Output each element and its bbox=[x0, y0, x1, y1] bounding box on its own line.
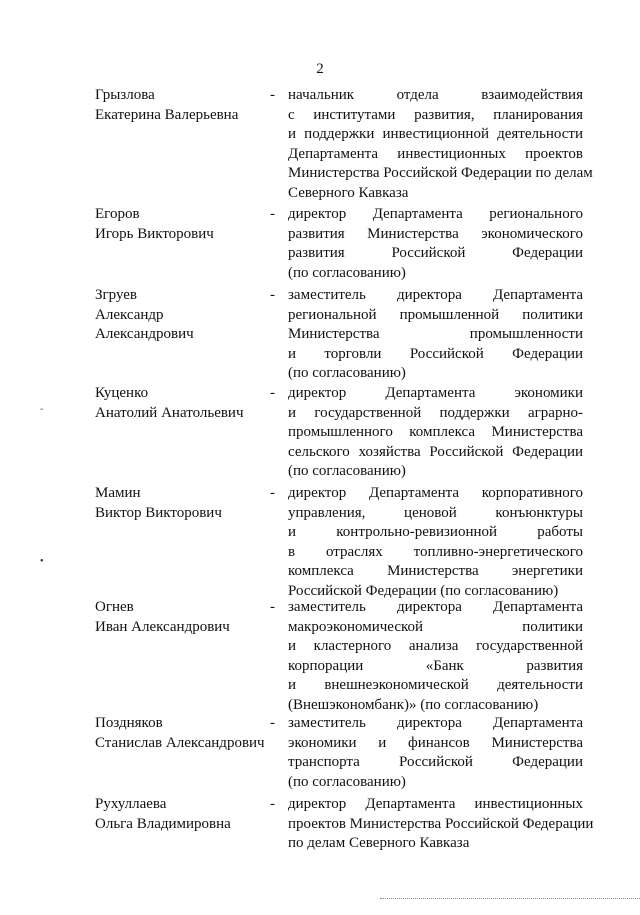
scan-speck: • bbox=[40, 556, 44, 567]
dash-separator: - bbox=[270, 206, 275, 222]
position-line: промышленного комплекса Министерства bbox=[288, 424, 583, 440]
member-name bbox=[95, 598, 270, 637]
dash-separator: - bbox=[270, 287, 275, 303]
position-line: и внешнеэкономической деятельности bbox=[288, 677, 583, 693]
member-given-name: Александр bbox=[95, 306, 164, 323]
position-line: развития Министерства экономического bbox=[288, 225, 583, 242]
position-line: Северного Кавказа bbox=[288, 184, 409, 201]
member-position bbox=[288, 714, 583, 792]
position-line: (по согласованию) bbox=[288, 773, 406, 790]
member-position bbox=[288, 384, 583, 482]
member-surname: Згруев bbox=[95, 287, 138, 303]
member-position bbox=[288, 286, 583, 384]
position-line: заместитель директора Департамента bbox=[288, 287, 583, 303]
member-entry-ognev bbox=[0, 598, 640, 718]
member-entry-gryzlova bbox=[0, 86, 640, 206]
position-line: и контрольно-ревизионной работы bbox=[288, 524, 583, 540]
position-line: Департамента инвестиционных проектов bbox=[288, 145, 583, 162]
member-given-name: Станислав Александрович bbox=[95, 734, 265, 751]
position-line: корпорации «Банк развития bbox=[288, 657, 583, 674]
member-position bbox=[288, 598, 583, 715]
position-line: по делам Северного Кавказа bbox=[288, 835, 470, 851]
position-line: директор Департамента экономики bbox=[288, 385, 583, 401]
page-number: 2 bbox=[316, 61, 324, 77]
dash-separator: - bbox=[270, 715, 275, 731]
scan-edge-line bbox=[380, 898, 640, 900]
position-line: Российской Федерации (по согласованию) bbox=[288, 582, 559, 599]
member-name bbox=[95, 384, 270, 423]
member-surname: Мамин bbox=[95, 485, 141, 501]
position-line: с институтами развития, планирования bbox=[288, 106, 583, 123]
position-line: (по согласованию) bbox=[288, 264, 406, 281]
position-line: директор Департамента инвестиционных bbox=[288, 796, 583, 812]
scan-speck: ˆ bbox=[40, 408, 44, 419]
position-line: в отраслях топливно-энергетического bbox=[288, 543, 583, 560]
member-position bbox=[288, 484, 583, 601]
position-line: управления, ценовой конъюнктуры bbox=[288, 504, 583, 521]
position-line: заместитель директора Департамента bbox=[288, 599, 583, 615]
position-line: и поддержки инвестиционной деятельности bbox=[288, 126, 583, 142]
member-position bbox=[288, 86, 593, 203]
dash-separator: - bbox=[270, 87, 275, 103]
member-given-name: Ольга Владимировна bbox=[95, 815, 231, 832]
dash-separator: - bbox=[270, 485, 275, 501]
member-surname: Поздняков bbox=[95, 715, 163, 731]
member-name bbox=[95, 714, 270, 753]
member-position bbox=[288, 205, 583, 283]
position-line: экономики и финансов Министерства bbox=[288, 734, 583, 751]
member-surname: Огнев bbox=[95, 599, 134, 615]
member-name bbox=[95, 86, 270, 125]
member-name bbox=[95, 286, 270, 345]
position-line: региональной промышленной политики bbox=[288, 306, 583, 323]
position-line: сельского хозяйства Российской Федерации bbox=[288, 443, 583, 460]
position-line: макроэкономической политики bbox=[288, 618, 583, 635]
position-line: директор Департамента регионального bbox=[288, 206, 583, 222]
member-surname: Куценко bbox=[95, 385, 149, 401]
member-patronymic: Александрович bbox=[95, 326, 194, 342]
position-line: и государственной поддержки аграрно- bbox=[288, 404, 583, 421]
member-surname: Рухуллаева bbox=[95, 796, 167, 812]
position-line: (по согласованию) bbox=[288, 365, 406, 381]
member-given-name: Виктор Викторович bbox=[95, 504, 222, 521]
member-position bbox=[288, 795, 594, 854]
member-given-name: Анатолий Анатольевич bbox=[95, 404, 244, 421]
position-line: проектов Министерства Российской Федерации bbox=[288, 815, 594, 832]
position-line: транспорта Российской Федерации bbox=[288, 754, 583, 770]
member-entry-mamin bbox=[0, 484, 640, 604]
position-line: и торговли Российской Федерации bbox=[288, 345, 583, 362]
position-line: Министерства Российской Федерации по делам bbox=[288, 165, 593, 181]
position-line: комплекса Министерства энергетики bbox=[288, 563, 583, 579]
position-line: развития Российской Федерации bbox=[288, 245, 583, 261]
member-name bbox=[95, 795, 270, 834]
member-surname: Егоров bbox=[95, 206, 140, 222]
position-line: заместитель директора Департамента bbox=[288, 715, 583, 731]
position-line: директор Департамента корпоративного bbox=[288, 485, 583, 501]
member-name bbox=[95, 205, 270, 244]
member-given-name: Игорь Викторович bbox=[95, 225, 214, 242]
position-line: и кластерного анализа государственной bbox=[288, 638, 583, 654]
member-surname: Грызлова bbox=[95, 87, 155, 103]
member-entry-rukhullaeva bbox=[0, 795, 640, 915]
dash-separator: - bbox=[270, 385, 275, 401]
dash-separator: - bbox=[270, 599, 275, 615]
member-given-name: Екатерина Валерьевна bbox=[95, 106, 239, 123]
position-line: начальник отдела взаимодействия bbox=[288, 87, 583, 103]
position-line: (Внешэкономбанк)» (по согласованию) bbox=[288, 696, 539, 713]
dash-separator: - bbox=[270, 796, 275, 812]
position-line: Министерства промышленности bbox=[288, 326, 583, 342]
position-line: (по согласованию) bbox=[288, 463, 406, 479]
member-name bbox=[95, 484, 270, 523]
member-given-name: Иван Александрович bbox=[95, 618, 230, 635]
